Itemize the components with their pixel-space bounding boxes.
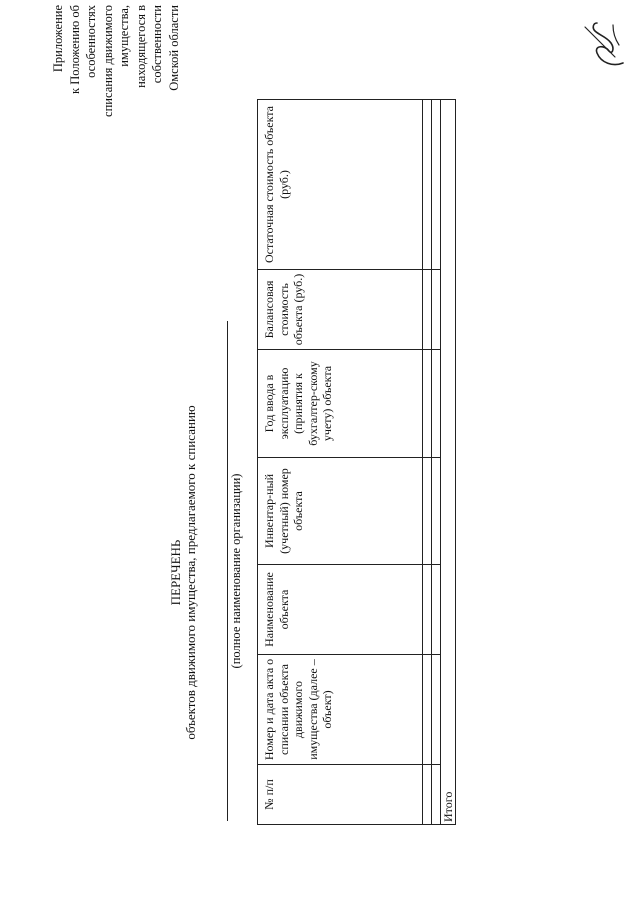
table-row [423,100,432,825]
table-row [432,100,441,825]
table-cell [423,350,432,458]
table-cell [432,270,441,350]
appendix-line: к Положению об особенностях [67,5,98,94]
appendix-block [50,5,182,155]
header-cell-act: Номер и дата акта о списании объекта движимого имущества (далее – объект) [258,655,423,765]
table-cell [423,565,432,655]
table-cell [432,565,441,655]
table-header-row [258,100,423,825]
organization-name-line [227,321,228,821]
appendix-line: Приложение [51,5,65,73]
table-cell [432,350,441,458]
table-cell [423,765,432,825]
organization-caption: (полное наименование организации) [229,473,243,669]
table-cell [432,100,441,270]
header-cell-residual-value: Остаточная стоимость объекта (руб.) [258,100,423,270]
table-cell [423,270,432,350]
title-heading: ПЕРЕЧЕНЬ [168,539,183,606]
appendix-line: списания движимого имущества, [100,5,131,117]
table-cell [423,100,432,270]
table-cell [432,458,441,565]
appendix-line: находящегося в собственности [133,5,164,88]
header-cell-year: Год ввода в эксплуатацию (принятия к бухгалтер-скому учету) объекта [258,350,423,458]
table-cell [423,655,432,765]
table-cell [432,655,441,765]
table-cell [423,458,432,565]
assets-table [257,99,456,825]
signature-icon [575,15,635,75]
header-cell-book-value: Балансовая стоимость объекта (руб.) [258,270,423,350]
document-title [168,320,198,825]
header-cell-inventory-number: Инвентар-ный (учетный) номер объекта [258,458,423,565]
header-cell-name: Наименование объекта [258,565,423,655]
total-label: Итого [441,100,456,825]
table-cell [432,765,441,825]
total-row [441,100,456,825]
appendix-line: Омской области [166,5,181,91]
title-subheading: объектов движимого имущества, предлагаемого к списанию [183,405,198,740]
header-cell-number: № п/п [258,765,423,825]
